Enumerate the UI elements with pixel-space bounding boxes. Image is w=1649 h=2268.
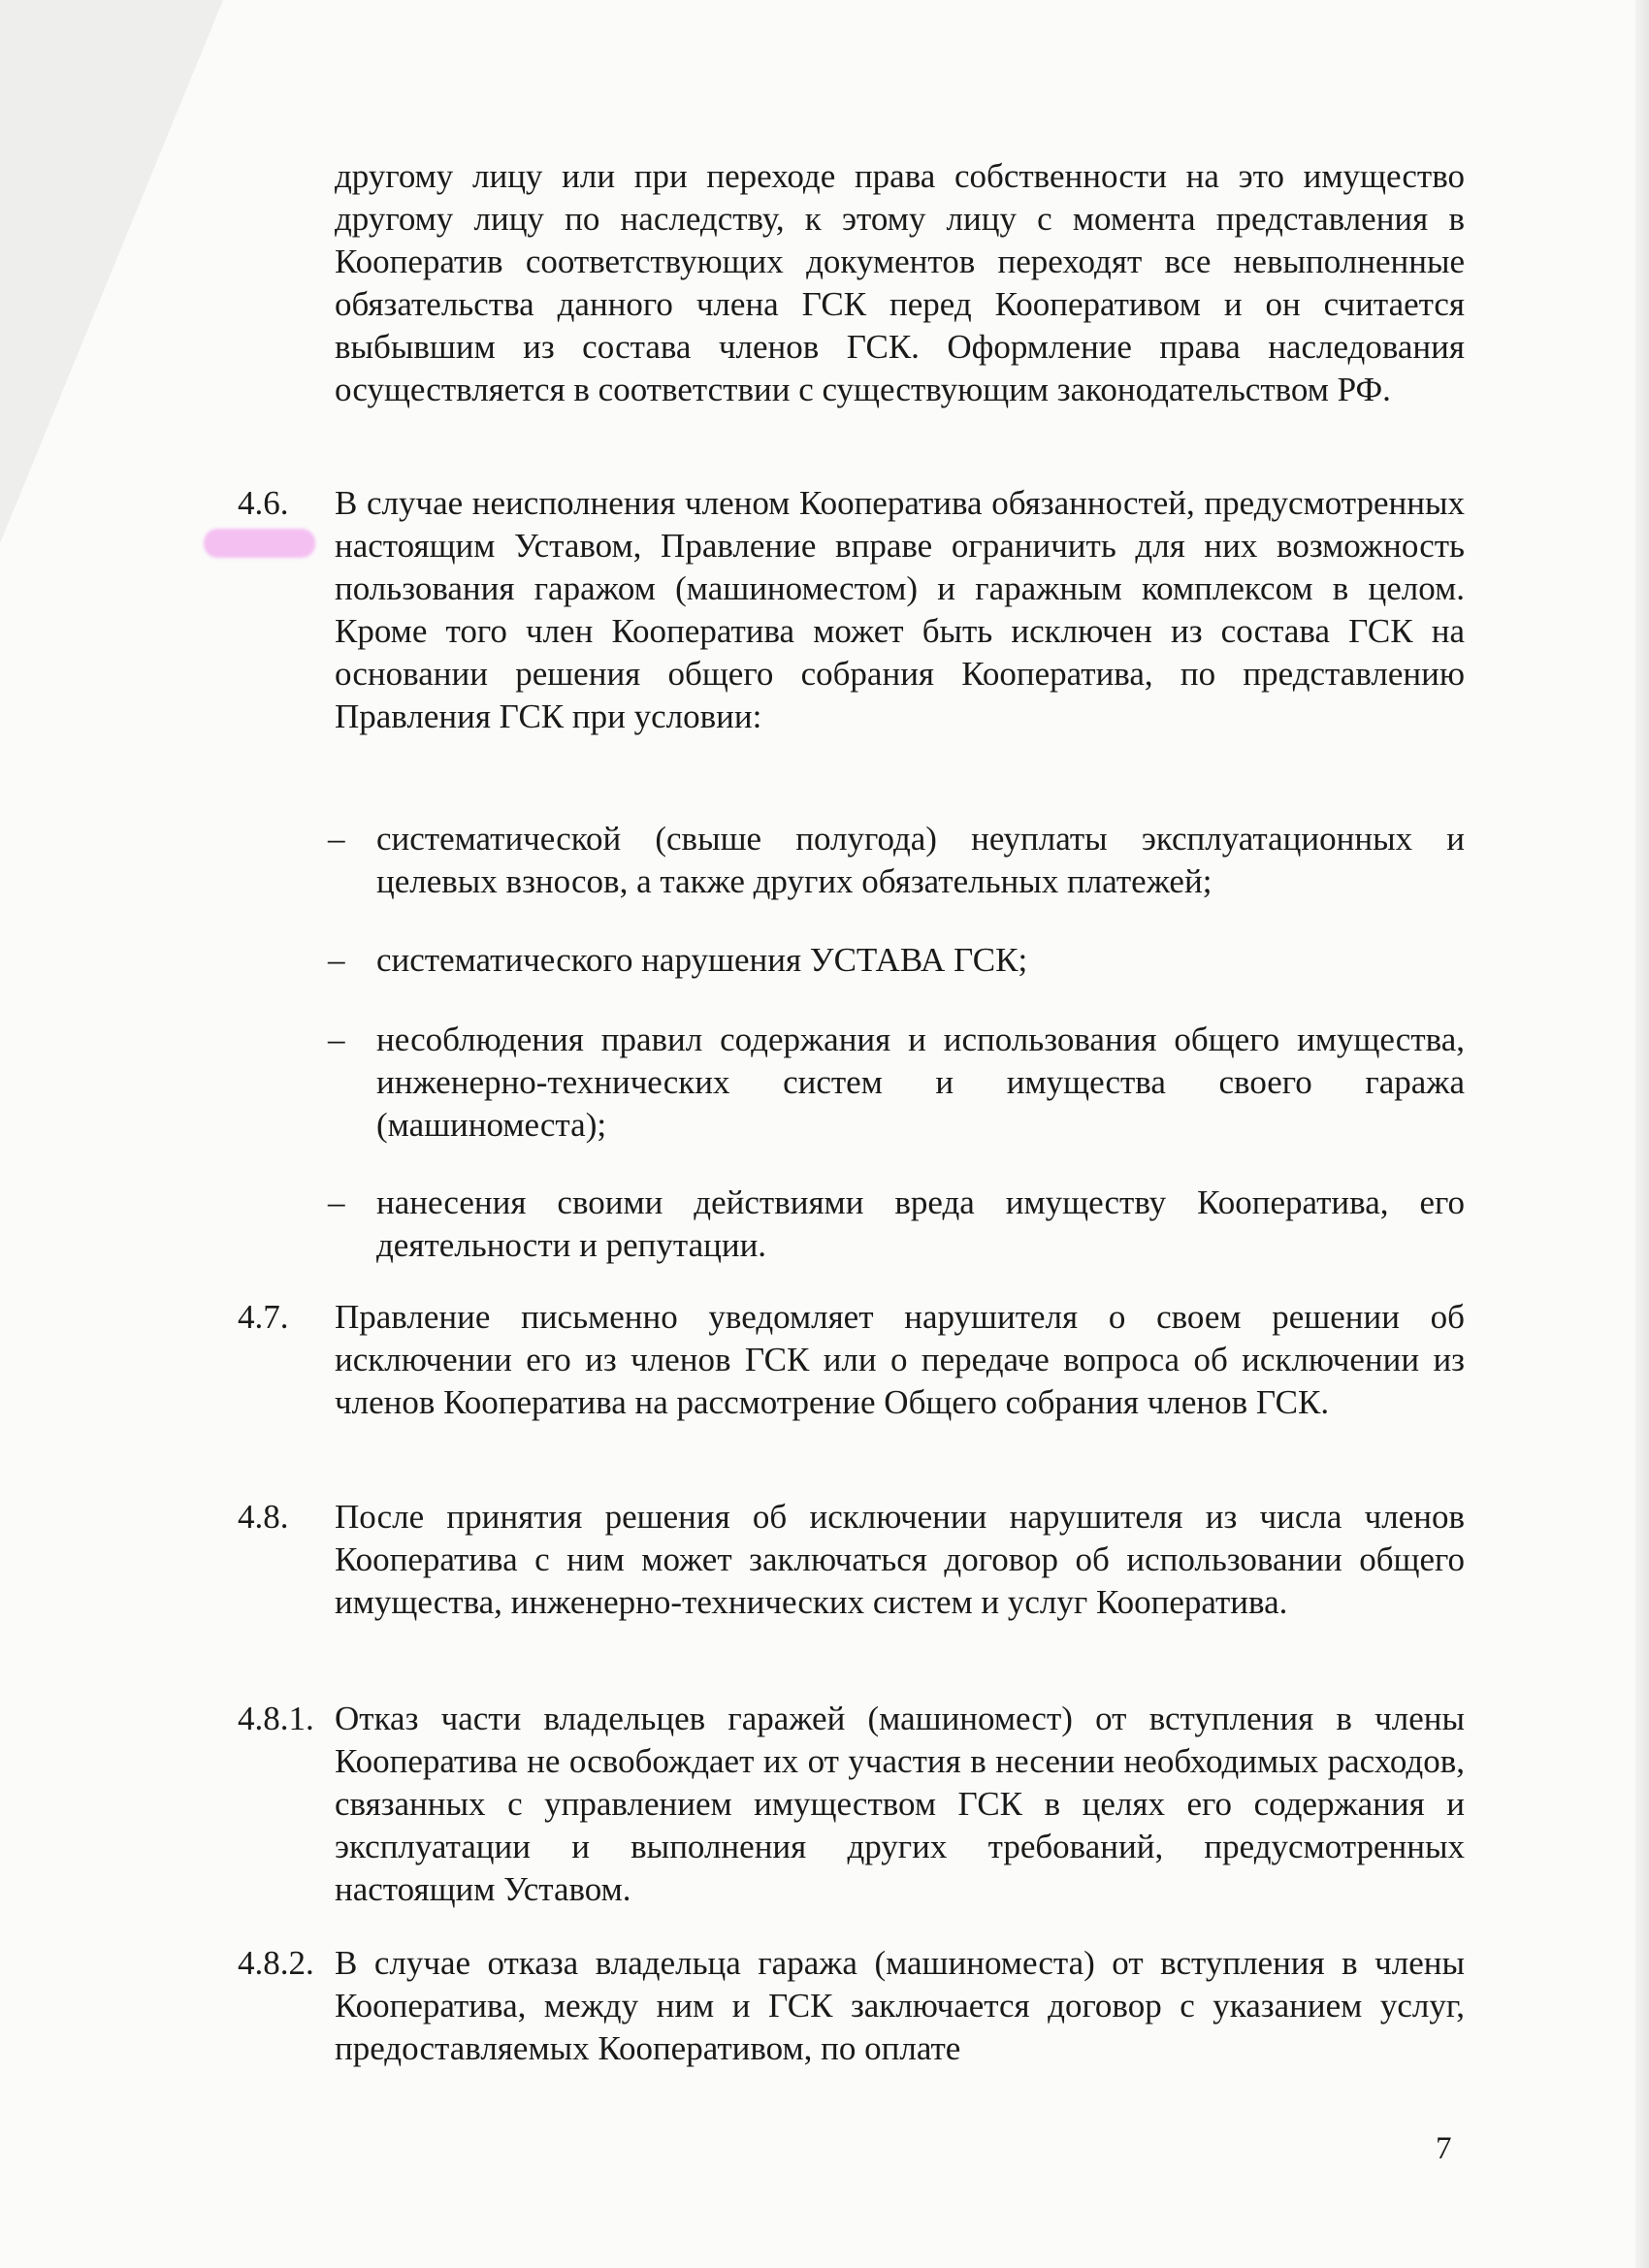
clause-number: 4.6. bbox=[238, 484, 289, 522]
page-edge-shadow bbox=[1635, 0, 1649, 2268]
bullet-dash: – bbox=[328, 820, 345, 858]
clause-number: 4.8. bbox=[238, 1498, 289, 1536]
clause-number: 4.7. bbox=[238, 1298, 289, 1336]
highlighter-mark bbox=[204, 529, 315, 558]
bullet-text: систематической (свыше полугода) неуплаты эксплуатационных и целевых взносов, а также других обязательных платежей; bbox=[376, 820, 1465, 900]
page-number: 7 bbox=[1436, 2131, 1452, 2166]
bullet-dash: – bbox=[328, 1021, 345, 1058]
clause-number: 4.8.2. bbox=[238, 1944, 314, 1982]
clause-number: 4.8.1. bbox=[238, 1700, 314, 1737]
clause-text: Отказ части владельцев гаражей (машиномест) от вступления в члены Кооператива не освобождает их от участия в несении необходимых расходов, связанных с управлением имуществом ГСК в целях его содержания и эксплуатации и выполнения других требований, предусмотренных настоящим Уставом. bbox=[335, 1700, 1465, 1908]
clause-text: В случае неисполнения членом Кооператива обязанностей, предусмотренных настоящим Уставом, Правление вправе ограничить для них возможность пользования гаражом (машиноместом) и гаражным комплексом в целом. Кроме того член Кооператива может быть исключен из состава ГСК на основании решения общего собрания Кооператива, по представлению Правления ГСК при условии: bbox=[335, 484, 1465, 735]
clause-text: В случае отказа владельца гаража (машиноместа) от вступления в члены Кооператива, между ним и ГСК заключается договор с указанием услуг, предоставляемых Кооперативом, по оплате bbox=[335, 1944, 1465, 2067]
bullet-text: несоблюдения правил содержания и использования общего имущества, инженерно-технических систем и имущества своего гаража (машиноместа); bbox=[376, 1021, 1465, 1144]
bullet-text: нанесения своими действиями вреда имуществу Кооператива, его деятельности и репутации. bbox=[376, 1183, 1465, 1264]
bullet-dash: – bbox=[328, 1183, 345, 1221]
page-fold-shadow bbox=[0, 0, 223, 543]
bullet-dash: – bbox=[328, 941, 345, 979]
intro-paragraph: другому лицу или при переходе права собственности на это имущество другому лицу по наследству, к этому лицу с момента представления в Кооператив соответствующих документов переходят все невыполненные обязательства данного члена ГСК перед Кооперативом и он считается выбывшим из состава членов ГСК. Оформление права наследования осуществляется в соответствии с существующим законодательством РФ. bbox=[335, 157, 1465, 408]
clause-text: После принятия решения об исключении нарушителя из числа членов Кооператива с ним может заключаться договор об использовании общего имущества, инженерно-технических систем и услуг Кооператива. bbox=[335, 1498, 1465, 1621]
bullet-text: систематического нарушения УСТАВА ГСК; bbox=[376, 941, 1028, 979]
clause-text: Правление письменно уведомляет нарушителя о своем решении об исключении его из членов ГСК или о передаче вопроса об исключении из членов Кооператива на рассмотрение Общего собрания членов ГСК. bbox=[335, 1298, 1465, 1421]
